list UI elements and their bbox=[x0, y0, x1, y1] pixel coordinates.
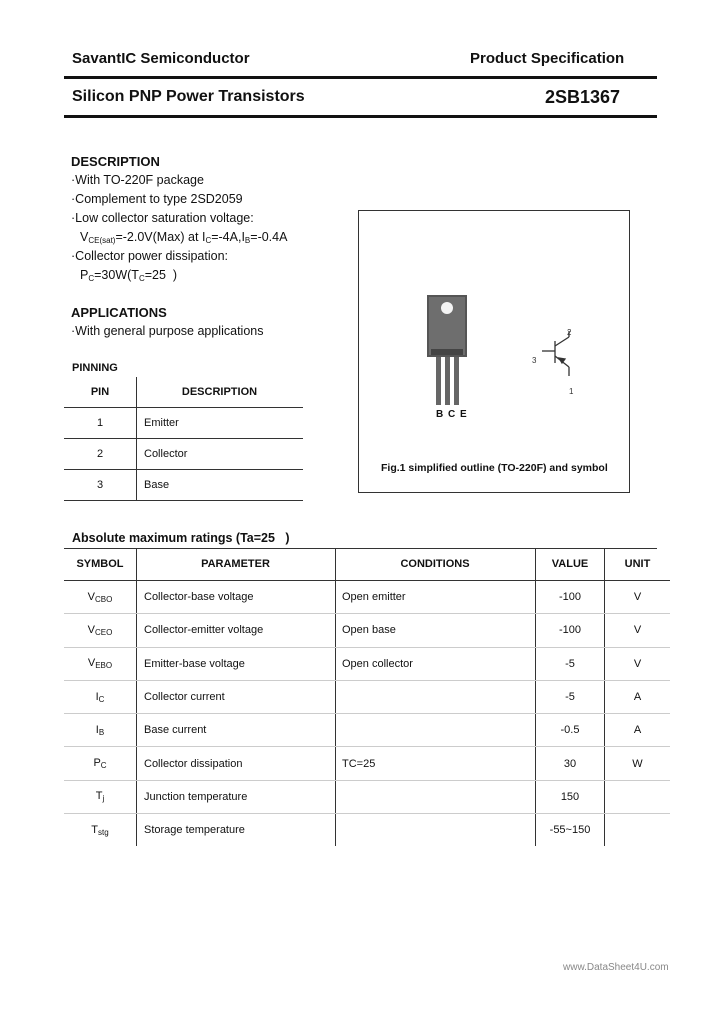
conditions-header: CONDITIONS bbox=[336, 548, 536, 581]
lead-collector bbox=[445, 357, 450, 405]
conditions-cell: Open collector bbox=[336, 647, 536, 680]
figure-caption: Fig.1 simplified outline (TO-220F) and symbol bbox=[381, 462, 608, 474]
part-number: 2SB1367 bbox=[545, 87, 621, 107]
ratings-header-row bbox=[64, 548, 670, 581]
unit-cell: A bbox=[605, 680, 671, 713]
parameter-cell: Collector-base voltage bbox=[137, 581, 336, 614]
pin-description: Emitter bbox=[137, 408, 304, 439]
unit-cell: A bbox=[605, 714, 671, 747]
ratings-table bbox=[64, 548, 670, 846]
value-cell: -5 bbox=[536, 680, 605, 713]
parameter-cell: Collector-emitter voltage bbox=[137, 614, 336, 647]
conditions-cell bbox=[336, 814, 536, 847]
parameter-cell: Emitter-base voltage bbox=[137, 647, 336, 680]
pinning-title: PINNING bbox=[72, 362, 118, 374]
table-row bbox=[64, 814, 670, 847]
symbol-cell: $I_C$ bbox=[64, 680, 137, 713]
pin-header: PIN bbox=[64, 377, 137, 408]
symbol-label-2: 2 bbox=[567, 328, 572, 337]
parameter-cell: Base current bbox=[137, 714, 336, 747]
conditions-cell: TC=25 bbox=[336, 747, 536, 780]
symbol-cell: $T_{stg}$ bbox=[64, 814, 137, 847]
description-item: ·Collector power dissipation: bbox=[71, 249, 229, 263]
conditions-cell bbox=[336, 780, 536, 813]
product-line: Silicon PNP Power Transistors bbox=[72, 88, 305, 105]
header-rule-top bbox=[64, 76, 657, 79]
symbol-cell: $P_C$ bbox=[64, 747, 137, 780]
value-cell: -100 bbox=[536, 581, 605, 614]
symbol-cell: $V_{CEO}$ bbox=[64, 614, 137, 647]
description-header: DESCRIPTION bbox=[137, 377, 304, 408]
parameter-cell: Collector dissipation bbox=[137, 747, 336, 780]
symbol-header: SYMBOL bbox=[64, 548, 137, 581]
value-cell: -5 bbox=[536, 647, 605, 680]
pinning-header-row bbox=[64, 377, 303, 408]
pin-labels: B C E bbox=[436, 409, 468, 420]
unit-header: UNIT bbox=[605, 548, 671, 581]
applications-item: ·With general purpose applications bbox=[71, 324, 264, 338]
watermark: www.DataSheet4U.com bbox=[563, 962, 669, 973]
pin-description: Base bbox=[137, 470, 304, 501]
table-row bbox=[64, 470, 303, 501]
pin-description: Collector bbox=[137, 439, 304, 470]
value-cell: 30 bbox=[536, 747, 605, 780]
figure-box bbox=[358, 210, 630, 493]
value-cell: 150 bbox=[536, 780, 605, 813]
conditions-cell bbox=[336, 714, 536, 747]
table-row bbox=[64, 647, 670, 680]
unit-cell: V bbox=[605, 614, 671, 647]
pin-number: 2 bbox=[64, 439, 137, 470]
mounting-hole-icon bbox=[441, 302, 453, 314]
table-row bbox=[64, 780, 670, 813]
pnp-transistor-symbol-icon bbox=[542, 331, 569, 376]
pin-number: 3 bbox=[64, 470, 137, 501]
conditions-cell: Open emitter bbox=[336, 581, 536, 614]
doc-type: Product Specification bbox=[470, 50, 625, 67]
table-row bbox=[64, 747, 670, 780]
description-item: ·Complement to type 2SD2059 bbox=[71, 192, 243, 206]
parameter-cell: Storage temperature bbox=[137, 814, 336, 847]
table-row bbox=[64, 680, 670, 713]
description-item: ·Low collector saturation voltage: bbox=[71, 211, 254, 225]
pin-number: 1 bbox=[64, 408, 137, 439]
pc-spec: $P_C=30W(T_C=25$ ) bbox=[80, 268, 178, 283]
unit-cell bbox=[605, 780, 671, 813]
unit-cell: V bbox=[605, 647, 671, 680]
value-cell: -100 bbox=[536, 614, 605, 647]
description-item: ·With TO-220F package bbox=[71, 173, 204, 187]
value-cell: -0.5 bbox=[536, 714, 605, 747]
conditions-cell: Open base bbox=[336, 614, 536, 647]
symbol-cell: $V_{EBO}$ bbox=[64, 647, 137, 680]
header-rule-bottom bbox=[64, 115, 657, 118]
value-cell: -55~150 bbox=[536, 814, 605, 847]
symbol-cell: $I_B$ bbox=[64, 714, 137, 747]
parameter-header: PARAMETER bbox=[137, 548, 336, 581]
conditions-cell bbox=[336, 680, 536, 713]
table-row bbox=[64, 581, 670, 614]
lead-base bbox=[436, 357, 441, 405]
parameter-cell: Collector current bbox=[137, 680, 336, 713]
value-header: VALUE bbox=[536, 548, 605, 581]
unit-cell: V bbox=[605, 581, 671, 614]
pinning-table bbox=[64, 377, 303, 501]
applications-title: APPLICATIONS bbox=[71, 305, 167, 320]
ratings-title: Absolute maximum ratings (Ta=25 ) bbox=[72, 531, 290, 545]
table-row bbox=[64, 714, 670, 747]
lead-emitter bbox=[454, 357, 459, 405]
unit-cell: W bbox=[605, 747, 671, 780]
description-title: DESCRIPTION bbox=[71, 154, 160, 169]
symbol-label-3: 3 bbox=[532, 356, 537, 365]
table-row bbox=[64, 614, 670, 647]
company-name: SavantIC Semiconductor bbox=[72, 50, 250, 67]
to220f-package-drawing bbox=[359, 211, 629, 431]
symbol-label-1: 1 bbox=[569, 387, 574, 396]
parameter-cell: Junction temperature bbox=[137, 780, 336, 813]
table-row bbox=[64, 408, 303, 439]
symbol-cell: $V_{CBO}$ bbox=[64, 581, 137, 614]
symbol-cell: $T_j$ bbox=[64, 780, 137, 813]
vce-sat-spec: $V_{CE(sat)}=-2.0V(Max)$ at $I_C=-4A,I_B=-0.4A$ bbox=[80, 230, 288, 245]
unit-cell bbox=[605, 814, 671, 847]
table-row bbox=[64, 439, 303, 470]
